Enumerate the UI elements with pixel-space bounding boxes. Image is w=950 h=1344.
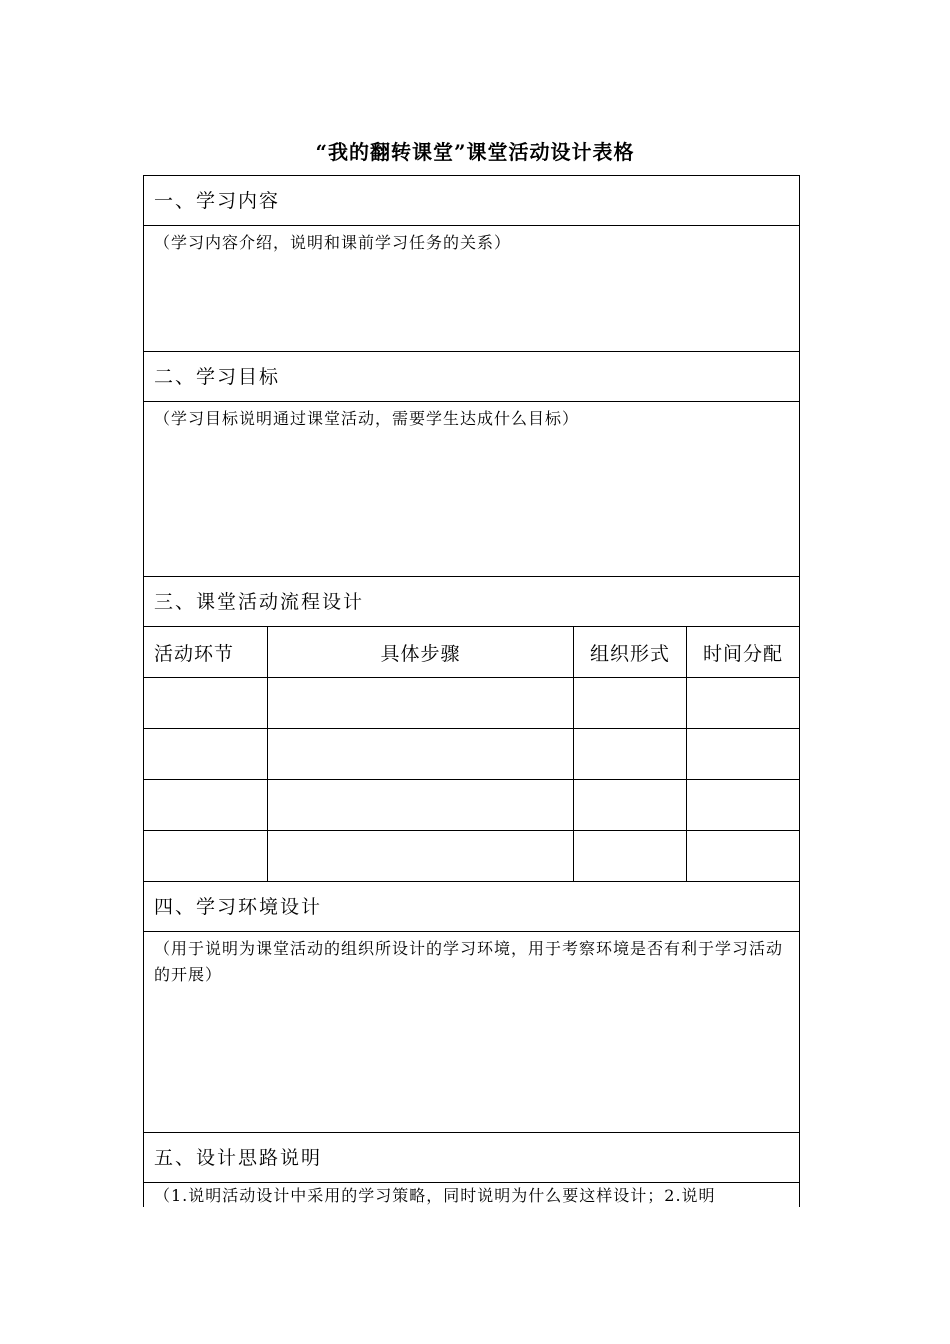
table-cell-format[interactable] <box>574 729 687 779</box>
section-note-goals: （学习目标说明通过课堂活动，需要学生达成什么目标） <box>154 409 580 428</box>
table-row <box>144 729 799 780</box>
table-row <box>144 831 799 882</box>
column-header-steps: 具体步骤 <box>268 627 574 677</box>
column-header-stage: 活动环节 <box>144 627 268 677</box>
section-field-environment[interactable] <box>144 932 799 1133</box>
table-cell-time[interactable] <box>687 831 799 881</box>
section-field-rationale[interactable] <box>144 1183 799 1207</box>
section-field-content[interactable] <box>144 226 799 352</box>
section-note-rationale: （1.说明活动设计中采用的学习策略，同时说明为什么要这样设计；2.说明 <box>154 1186 716 1205</box>
table-row <box>144 780 799 831</box>
section-note-content: （学习内容介绍，说明和课前学习任务的关系） <box>154 233 512 252</box>
table-cell-stage[interactable] <box>144 678 268 728</box>
column-header-format: 组织形式 <box>574 627 687 677</box>
document-title: “我的翻转课堂”课堂活动设计表格 <box>315 140 635 164</box>
section-note-environment: （用于说明为课堂活动的组织所设计的学习环境，用于考察环境是否有利于学习活动的开展） <box>154 939 784 984</box>
table-cell-steps[interactable] <box>268 831 574 881</box>
activity-design-form <box>143 175 800 1207</box>
table-cell-time[interactable] <box>687 780 799 830</box>
table-cell-steps[interactable] <box>268 729 574 779</box>
section-heading-rationale: 五、设计思路说明 <box>144 1133 799 1183</box>
column-header-time: 时间分配 <box>702 642 783 665</box>
table-cell-stage[interactable] <box>144 729 268 779</box>
table-header-row <box>144 627 799 678</box>
table-cell-time[interactable] <box>687 678 799 728</box>
section-heading-goals: 二、学习目标 <box>144 352 799 402</box>
table-cell-format[interactable] <box>574 831 687 881</box>
table-cell-steps[interactable] <box>268 678 574 728</box>
section-heading-content: 一、学习内容 <box>144 176 799 226</box>
section-heading-process: 三、课堂活动流程设计 <box>144 577 799 627</box>
table-cell-format[interactable] <box>574 678 687 728</box>
section-heading-environment: 四、学习环境设计 <box>144 882 799 932</box>
table-cell-stage[interactable] <box>144 780 268 830</box>
table-cell-steps[interactable] <box>268 780 574 830</box>
table-cell-stage[interactable] <box>144 831 268 881</box>
table-row <box>144 678 799 729</box>
table-cell-time[interactable] <box>687 729 799 779</box>
section-field-goals[interactable] <box>144 402 799 577</box>
table-cell-format[interactable] <box>574 780 687 830</box>
